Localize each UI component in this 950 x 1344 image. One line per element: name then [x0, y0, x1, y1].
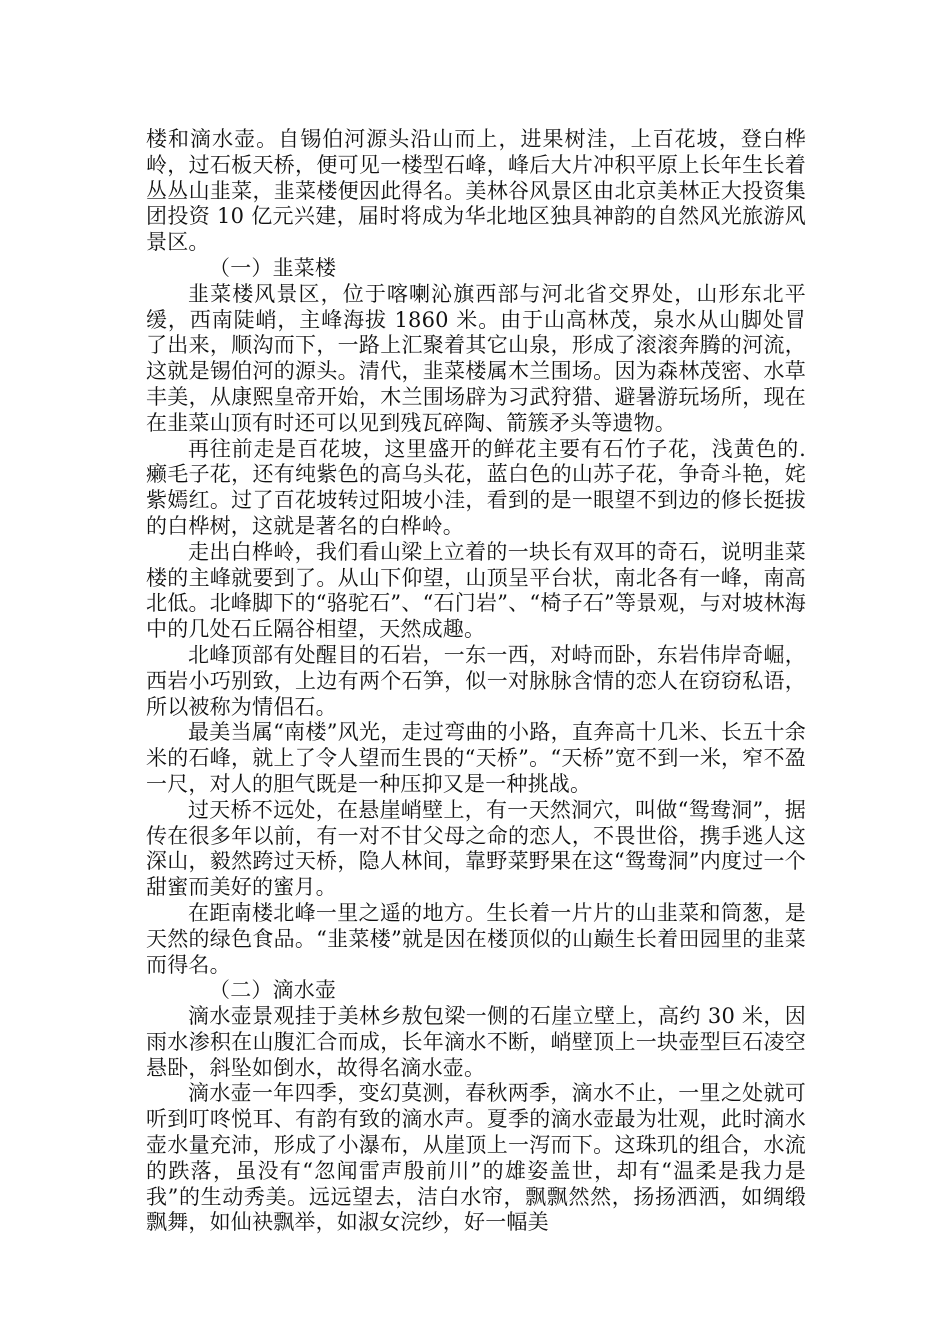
paragraph-shanjiucai: 在距南楼北峰一里之遥的地方。生长着一片片的山韭菜和筒葱，是天然的绿色食品。“韭菜楼”就是因在楼顶似的山巅生长着田园里的韭菜而得名。: [146, 900, 806, 977]
paragraph-yuanyangdong: 过天桥不远处，在悬崖峭壁上，有一天然洞穴，叫做“鸳鸯洞”，据传在很多年以前，有一对不甘父母之命的恋人，不畏世俗，携手逃人这深山，毅然跨过天桥，隐人林间，靠野菜野果在这“鸳鸯洞”内度过一个甜蜜而美好的蜜月。: [146, 797, 806, 900]
paragraph-jiucailou-overview: 韭菜楼风景区，位于喀喇沁旗西部与河北省交界处，山形东北平缓，西南陡峭，主峰海拔 1860 米。由于山高林茂，泉水从山脚处冒了出来，顺沟而下，一路上汇聚着其它山泉，形成了滚滚奔腾的河流，这就是锡伯河的源头。清代，韭菜楼属木兰围场。因为森林茂密、水草丰美，从康熙皇帝开始，木兰围场辟为习武狩猎、避暑游玩场所，现在在韭菜山顶有时还可以见到残瓦碎陶、箭簇矛头等遗物。: [146, 281, 806, 435]
paragraph-baihuapo: 再往前走是百花坡，这里盛开的鲜花主要有石竹子花，浅黄色的.癞毛子花，还有纯紫色的高乌头花，蓝白色的山苏子花，争奇斗艳，姹紫嫣红。过了百花坡转过阳坡小洼，看到的是一眼望不到边的修长挺拔的白桦树，这就是著名的白桦岭。: [146, 436, 806, 538]
paragraph-dishuihu-overview: 滴水壶景观挂于美林乡敖包梁一侧的石崖立壁上，高约 30 米，因雨水渗积在山腹汇合而成，长年滴水不断，峭壁顶上一块壶型巨石凌空悬卧，斜坠如倒水，故得名滴水壶。: [146, 1004, 806, 1080]
paragraph-intro: 楼和滴水壶。自锡伯河源头沿山而上，进果树洼，上百花坡，登白桦岭，过石板天桥，便可见一楼型石峰，峰后大片冲积平原上长年生长着丛丛山韭菜，韭菜楼便因此得名。美林谷风景区由北京美林正大投资集团投资 10 亿元兴建，届时将成为华北地区独具神韵的自然风光旅游风景区。: [146, 127, 806, 255]
section-heading-jiucailou: （一）韭菜楼: [209, 255, 337, 280]
paragraph-nanlou-tianqiao: 最美当属“南楼”风光，走过弯曲的小路，直奔高十几米、长五十余米的石峰，就上了令人望而生畏的“天桥”。“天桥”宽不到一米，窄不盈一尺，对人的胆气既是一种压抑又是一种挑战。: [146, 720, 806, 796]
paragraph-dishuihu-seasons: 滴水壶一年四季，变幻莫测，春秋两季，滴水不止，一里之处就可听到叮咚悦耳、有韵有致的滴水声。夏季的滴水壶最为壮观，此时滴水壶水量充沛，形成了小瀑布，从崖顶上一泻而下。这珠玑的组合，水流的跌落，虽没有“忽闻雷声殷前川”的雄姿盖世，却有“温柔是我力是我”的生动秀美。远远望去，洁白水帘，飘飘然然，扬扬洒洒，如绸缎飘舞，如仙袂飘举，如淑女浣纱，好一幅美: [146, 1081, 806, 1235]
paragraph-qinglvshi: 北峰顶部有处醒目的石岩，一东一西，对峙而卧，东岩伟岸奇崛，西岩小巧别致，上边有两个石笋，似一对脉脉含情的恋人在窃窃私语，所以被称为情侣石。: [146, 642, 806, 719]
document-body: [146, 127, 806, 1236]
paragraph-baihualing: 走出白桦岭，我们看山梁上立着的一块长有双耳的奇石，说明韭菜楼的主峰就要到了。从山下仰望，山顶呈平台状，南北各有一峰，南高北低。北峰脚下的“骆驼石”、“石门岩”、“椅子石”等景观，与对坡林海中的几处石丘隔谷相望，天然成趣。: [146, 539, 806, 642]
section-heading-dishuihu: （二）滴水壶: [209, 978, 337, 1003]
